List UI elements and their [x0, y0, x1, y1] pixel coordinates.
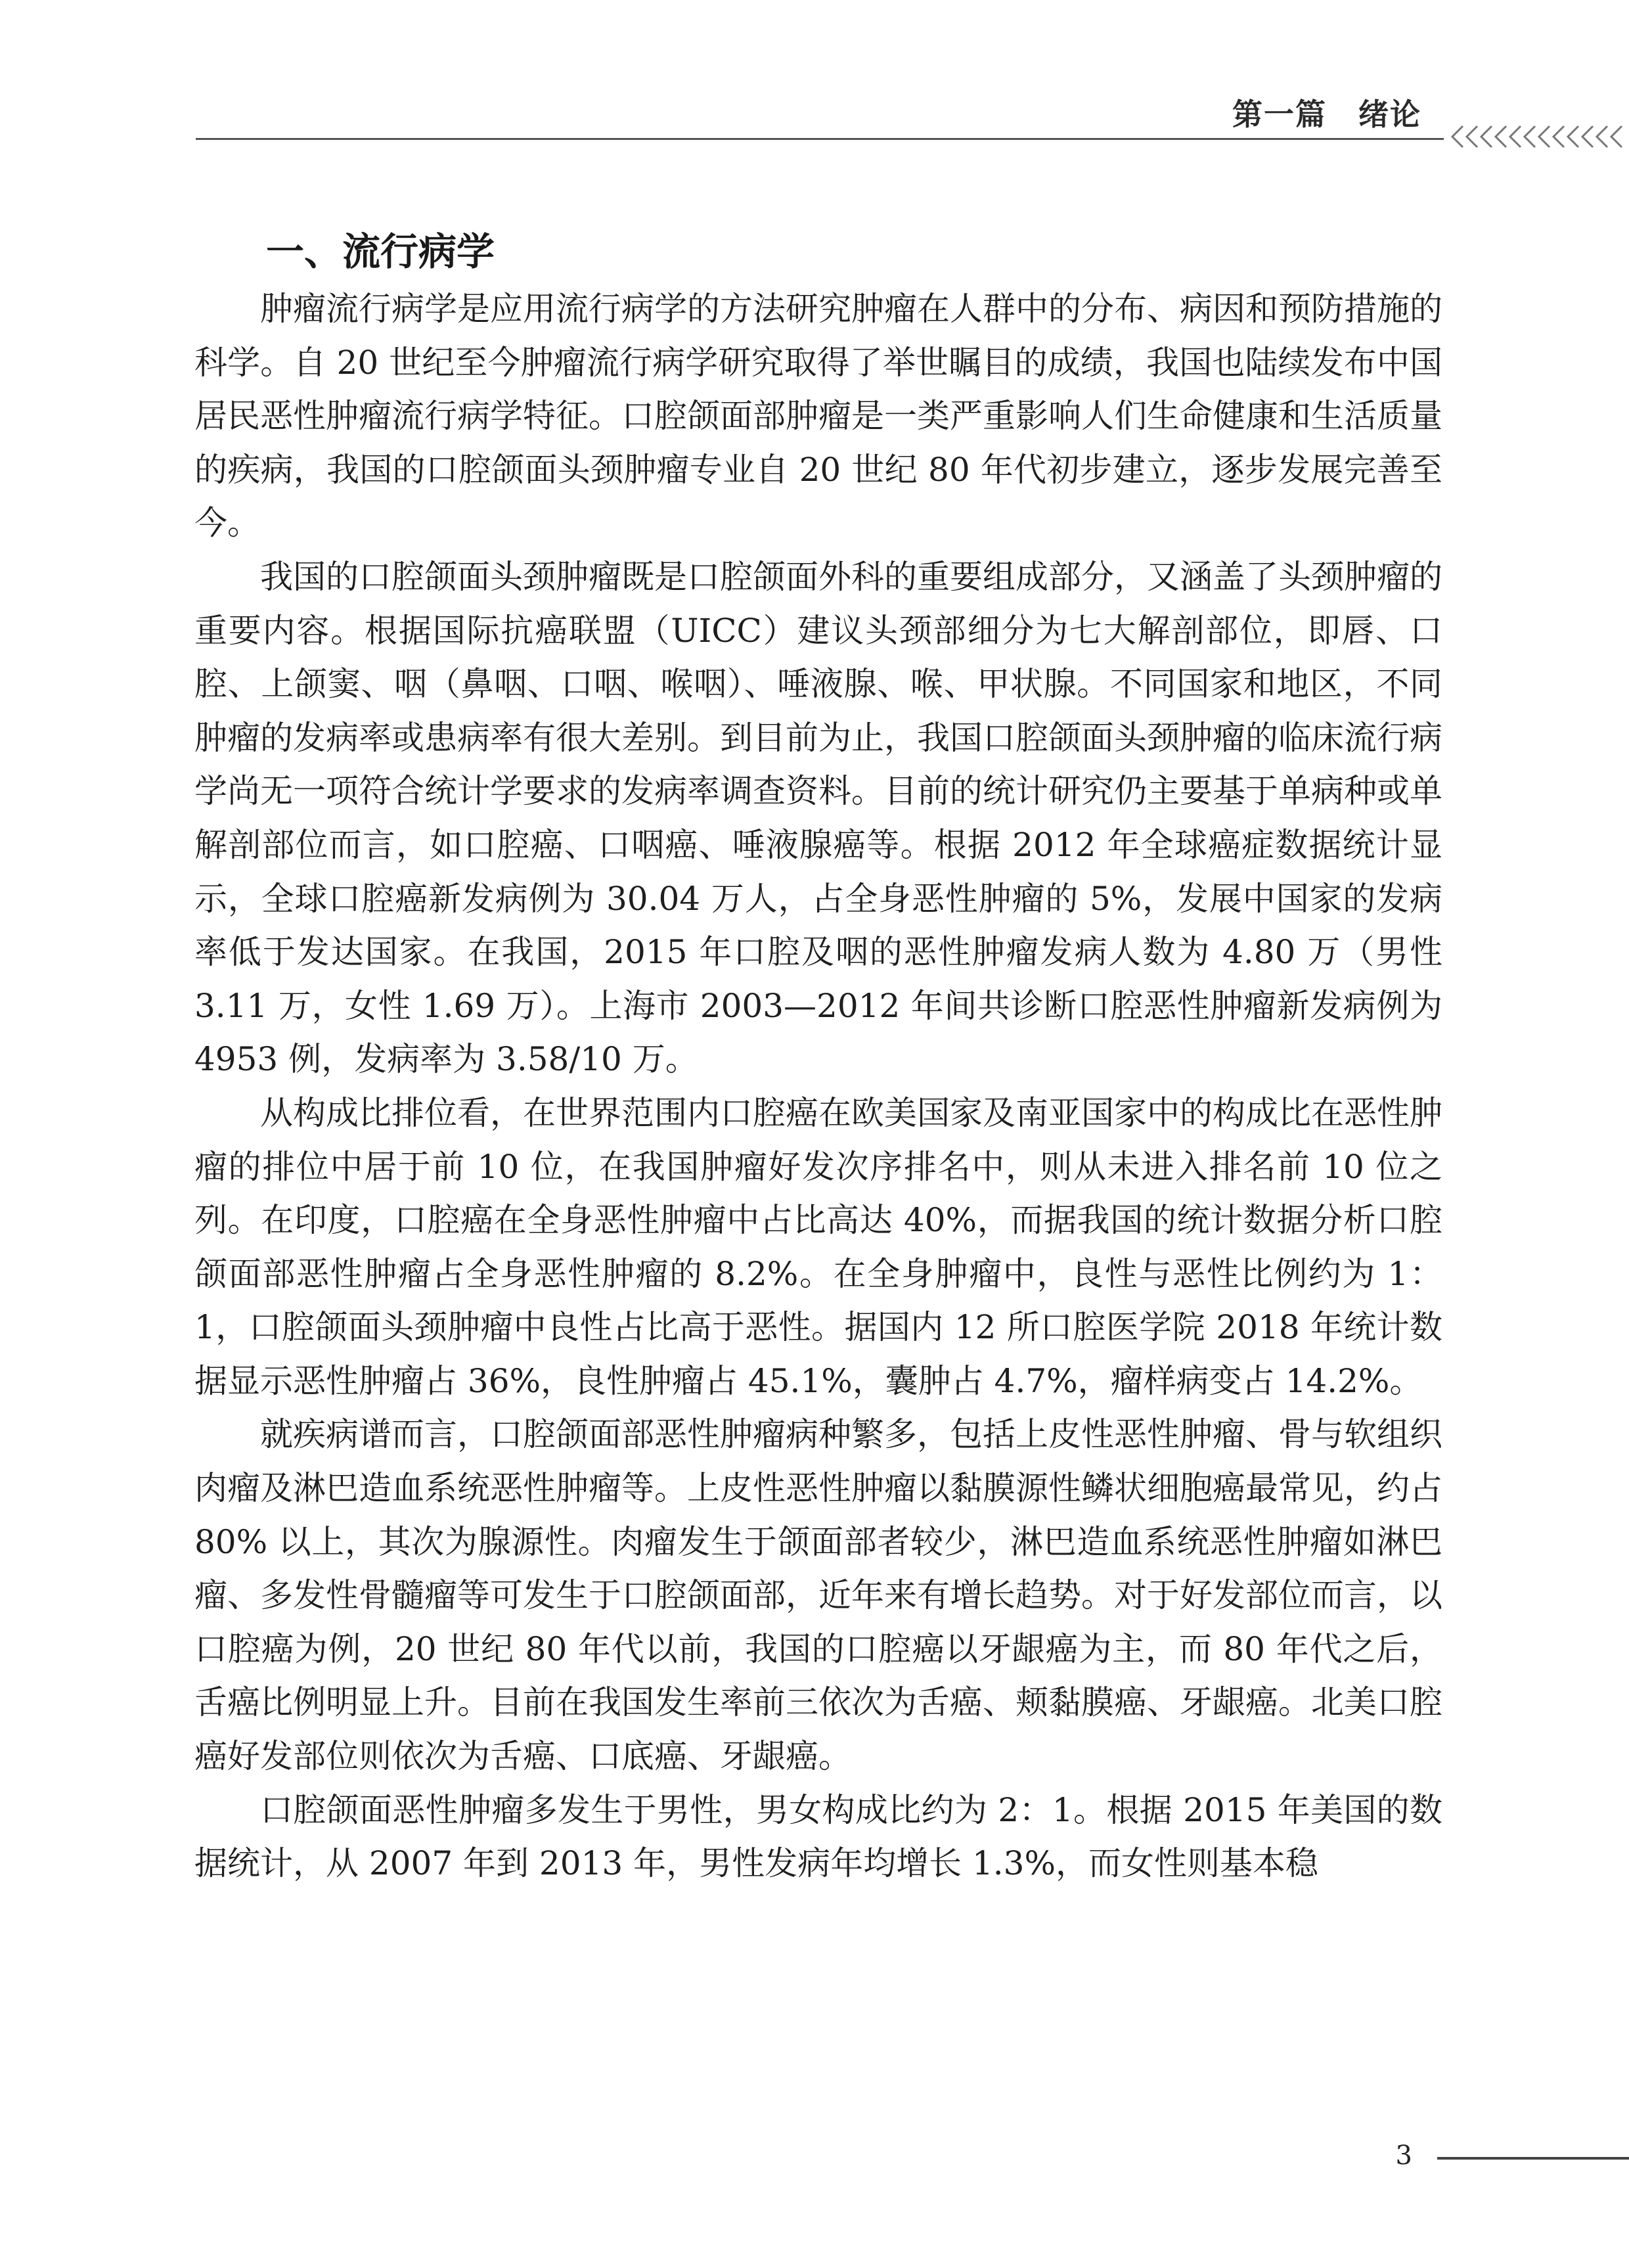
paragraph-5: 口腔颌面恶性肿瘤多发生于男性，男女构成比约为 2：1。根据 2015 年美国的数据统计，从 2007 年到 2013 年，男性发病年均增长 1.3%，而女性则基本稳: [194, 1790, 1442, 1883]
footer-rule: [1437, 2157, 1629, 2160]
body-text: [194, 283, 1442, 1891]
paragraph-4: 就疾病谱而言，口腔颌面部恶性肿瘤病种繁多，包括上皮性恶性肿瘤、骨与软组织肉瘤及淋巴造血系统恶性肿瘤等。上皮性恶性肿瘤以黏膜源性鳞状细胞癌最常见，约占 80% 以上，其次为腺源性。肉瘤发生于颌面部者较少，淋巴造血系统恶性肿瘤如淋巴瘤、多发性骨髓瘤等可发生于口腔颌面部，近年来有增长趋势。对于好发部位而言，以口腔癌为例，20 世纪 80 年代以前，我国的口腔癌以牙龈癌为主，而 80 年代之后，舌癌比例明显上升。目前在我国发生率前三依次为舌癌、颊黏膜癌、牙龈癌。北美口腔癌好发部位则依次为舌癌、口底癌、牙龈癌。: [194, 1415, 1442, 1776]
header-rule: [196, 138, 1444, 140]
paragraph-1: 肿瘤流行病学是应用流行病学的方法研究肿瘤在人群中的分布、病因和预防措施的科学。自 20 世纪至今肿瘤流行病学研究取得了举世瞩目的成绩，我国也陆续发布中国居民恶性肿瘤流行病学特征。口腔颌面部肿瘤是一类严重影响人们生命健康和生活质量的疾病，我国的口腔颌面头颈肿瘤专业自 20 世纪 80 年代初步建立，逐步发展完善至今。: [194, 290, 1442, 543]
running-head: 第一篇 绪论: [1232, 97, 1421, 132]
paragraph-2: 我国的口腔颌面头颈肿瘤既是口腔颌面外科的重要组成部分，又涵盖了头颈肿瘤的重要内容。根据国际抗癌联盟（UICC）建议头颈部细分为七大解剖部位，即唇、口腔、上颌窦、咽（鼻咽、口咽、喉咽）、唾液腺、喉、甲状腺。不同国家和地区，不同肿瘤的发病率或患病率有很大差别。到目前为止，我国口腔颌面头颈肿瘤的临床流行病学尚无一项符合统计学要求的发病率调查资料。目前的统计研究仍主要基于单病种或单解剖部位而言，如口腔癌、口咽癌、唾液腺癌等。根据 2012 年全球癌症数据统计显示，全球口腔癌新发病例为 30.04 万人，占全身恶性肿瘤的 5%，发展中国家的发病率低于发达国家。在我国，2015 年口腔及咽的恶性肿瘤发病人数为 4.80 万（男性 3.11 万，女性 1.69 万）。上海市 2003—2012 年间共诊断口腔恶性肿瘤新发病例为 4953 例，发病率为 3.58/10 万。: [194, 557, 1442, 1079]
page-number: 3: [1395, 2141, 1412, 2171]
section-title: 一、流行病学: [266, 229, 495, 274]
paragraph-3: 从构成比排位看，在世界范围内口腔癌在欧美国家及南亚国家中的构成比在恶性肿瘤的排位中居于前 10 位，在我国肿瘤好发次序排名中，则从未进入排名前 10 位之列。在印度，口腔癌在全身恶性肿瘤中占比高达 40%，而据我国的统计数据分析口腔颌面部恶性肿瘤占全身恶性肿瘤的 8.2%。在全身肿瘤中，良性与恶性比例约为 1：1，口腔颌面头颈肿瘤中良性占比高于恶性。据国内 12 所口腔医学院 2018 年统计数据显示恶性肿瘤占 36%，良性肿瘤占 45.1%，囊肿占 4.7%，瘤样病变占 14.2%。: [194, 1093, 1442, 1400]
chevron-ornament-icon: [1448, 124, 1626, 150]
